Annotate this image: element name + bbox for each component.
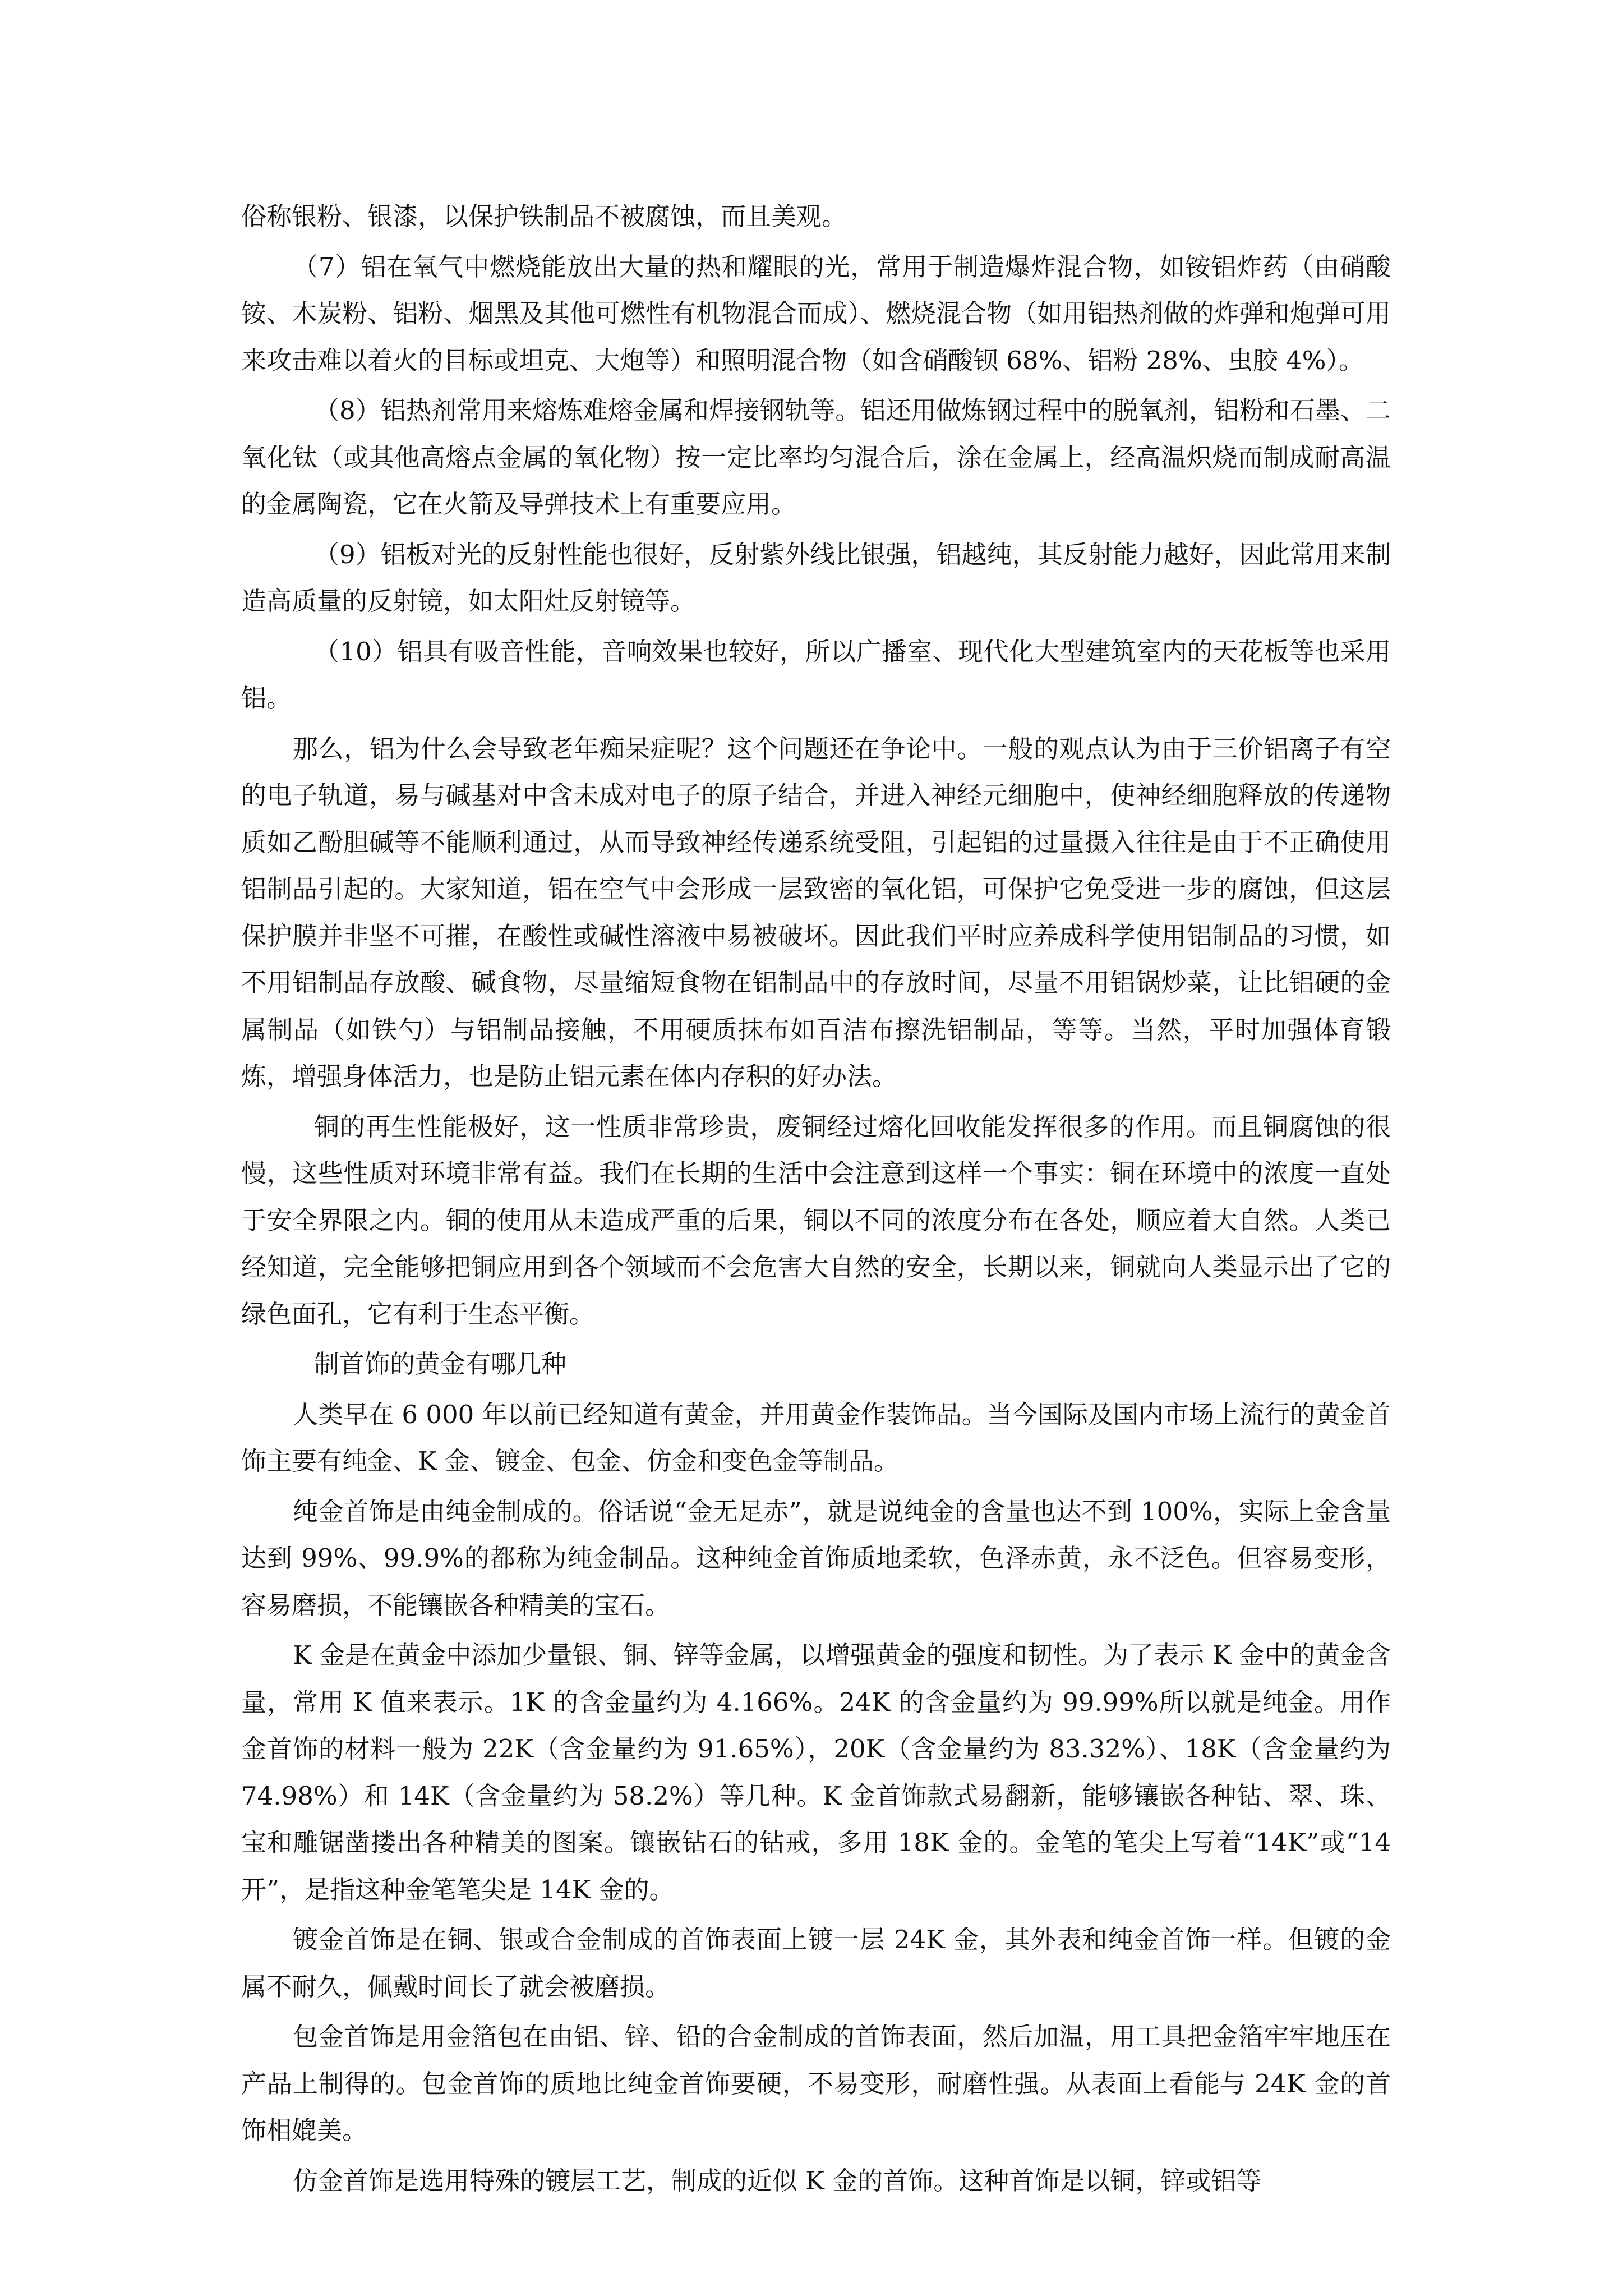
paragraph-gold-wrapped: 包金首饰是用金箔包在由铝、锌、铅的合金制成的首饰表面，然后加温，用工具把金箔牢牢地压在产品上制得的。包金首饰的质地比纯金首饰要硬，不易变形，耐磨性强。从表面上看能与 24K 金的首饰相媲美。	[241, 2022, 1391, 2145]
paragraph-imitation-gold: 仿金首饰是选用特殊的镀层工艺，制成的近似 K 金的首饰。这种首饰是以铜，锌或铝等	[293, 2165, 1262, 2196]
section-heading-gold-jewelry: 制首饰的黄金有哪几种	[314, 1349, 567, 1379]
paragraph-gold-plated: 镀金首饰是在铜、银或合金制成的首饰表面上镀一层 24K 金，其外表和纯金首饰一样。但镀的金属不耐久，佩戴时间长了就会被磨损。	[241, 1925, 1391, 2001]
paragraph-aluminum-powder-coating: 俗称银粉、银漆，以保护铁制品不被腐蚀，而且美观。	[241, 201, 847, 231]
paragraph-gold-intro: 人类早在 6 000 年以前已经知道有黄金，并用黄金作装饰品。当今国际及国内市场上流行的黄金首饰主要有纯金、K 金、镀金、包金、仿金和变色金等制品。	[241, 1399, 1391, 1476]
paragraph-copper-recycling: 铜的再生性能极好，这一性质非常珍贵，废铜经过熔化回收能发挥很多的作用。而且铜腐蚀的很慢，这些性质对环境非常有益。我们在长期的生活中会注意到这样一个事实：铜在环境中的浓度一直处于安全界限之内。铜的使用从未造成严重的后果，铜以不同的浓度分布在各处，顺应着大自然。人类已经知道，完全能够把铜应用到各个领域而不会危害大自然的安全，长期以来，铜就向人类显示出了它的绿色面孔，它有利于生态平衡。	[241, 1111, 1391, 1329]
paragraph-k-gold: K 金是在黄金中添加少量银、铜、锌等金属，以增强黄金的强度和韧性。为了表示 K 金中的黄金含量，常用 K 值来表示。1K 的含金量约为 4.166%。24K 的含金量约为 99.99%所以就是纯金。用作金首饰的材料一般为 22K（含金量约为 91.65%），20K（含金量约为 83.32%）、18K（含金量约为 74.98%）和 14K（含金量约为 58.2%）等几种。K 金首饰款式易翻新，能够镶嵌各种钻、翠、珠、宝和雕锯凿搂出各种精美的图案。镶嵌钻石的钻戒，多用 18K 金的。金笔的笔尖上写着“14K”或“14 开”，是指这种金笔笔尖是 14K 金的。	[241, 1640, 1391, 1904]
paragraph-item-9-reflector: （9）铝板对光的反射性能也很好，反射紫外线比银强，铝越纯，其反射能力越好，因此常用来制造高质量的反射镜，如太阳灶反射镜等。	[241, 539, 1391, 616]
paragraph-aluminum-dementia: 那么，铝为什么会导致老年痴呆症呢？这个问题还在争论中。一般的观点认为由于三价铝离子有空的电子轨道，易与碱基对中含未成对电子的原子结合，并进入神经元细胞中，使神经细胞释放的传递物质如乙酚胆碱等不能顺利通过，从而导致神经传递系统受阻，引起铝的过量摄入往往是由于不正确使用铝制品引起的。大家知道，铝在空气中会形成一层致密的氧化铝，可保护它免受进一步的腐蚀，但这层保护膜并非坚不可摧，在酸性或碱性溶液中易被破坏。因此我们平时应养成科学使用铝制品的习惯，如不用铝制品存放酸、碱食物，尽量缩短食物在铝制品中的存放时间，尽量不用铝锅炒菜，让比铝硬的金属制品（如铁勺）与铝制品接触，不用硬质抹布如百洁布擦洗铝制品，等等。当然，平时加强体育锻炼，增强身体活力，也是防止铝元素在体内存积的好办法。	[241, 733, 1391, 1091]
document-body	[241, 193, 1391, 2204]
paragraph-item-7-explosives: （7）铝在氧气中燃烧能放出大量的热和耀眼的光，常用于制造爆炸混合物，如铵铝炸药（由硝酸铵、木炭粉、铝粉、烟黑及其他可燃性有机物混合而成）、燃烧混合物（如用铝热剂做的炸弹和炮弹可用来攻击难以着火的目标或坦克、大炮等）和照明混合物（如含硝酸钡 68%、铝粉 28%、虫胶 4%）。	[241, 251, 1391, 375]
paragraph-pure-gold: 纯金首饰是由纯金制成的。俗话说“金无足赤”，就是说纯金的含量也达不到 100%，实际上金含量达到 99%、99.9%的都称为纯金制品。这种纯金首饰质地柔软，色泽赤黄，永不泛色。但容易变形，容易磨损，不能镶嵌各种精美的宝石。	[241, 1496, 1391, 1620]
paragraph-item-8-thermite: （8）铝热剂常用来熔炼难熔金属和焊接钢轨等。铝还用做炼钢过程中的脱氧剂，铝粉和石墨、二氧化钛（或其他高熔点金属的氧化物）按一定比率均匀混合后，涂在金属上，经高温炽烧而制成耐高温的金属陶瓷，它在火箭及导弹技术上有重要应用。	[241, 395, 1391, 519]
paragraph-item-10-acoustics: （10）铝具有吸音性能，音响效果也较好，所以广播室、现代化大型建筑室内的天花板等也采用铝。	[241, 636, 1391, 713]
